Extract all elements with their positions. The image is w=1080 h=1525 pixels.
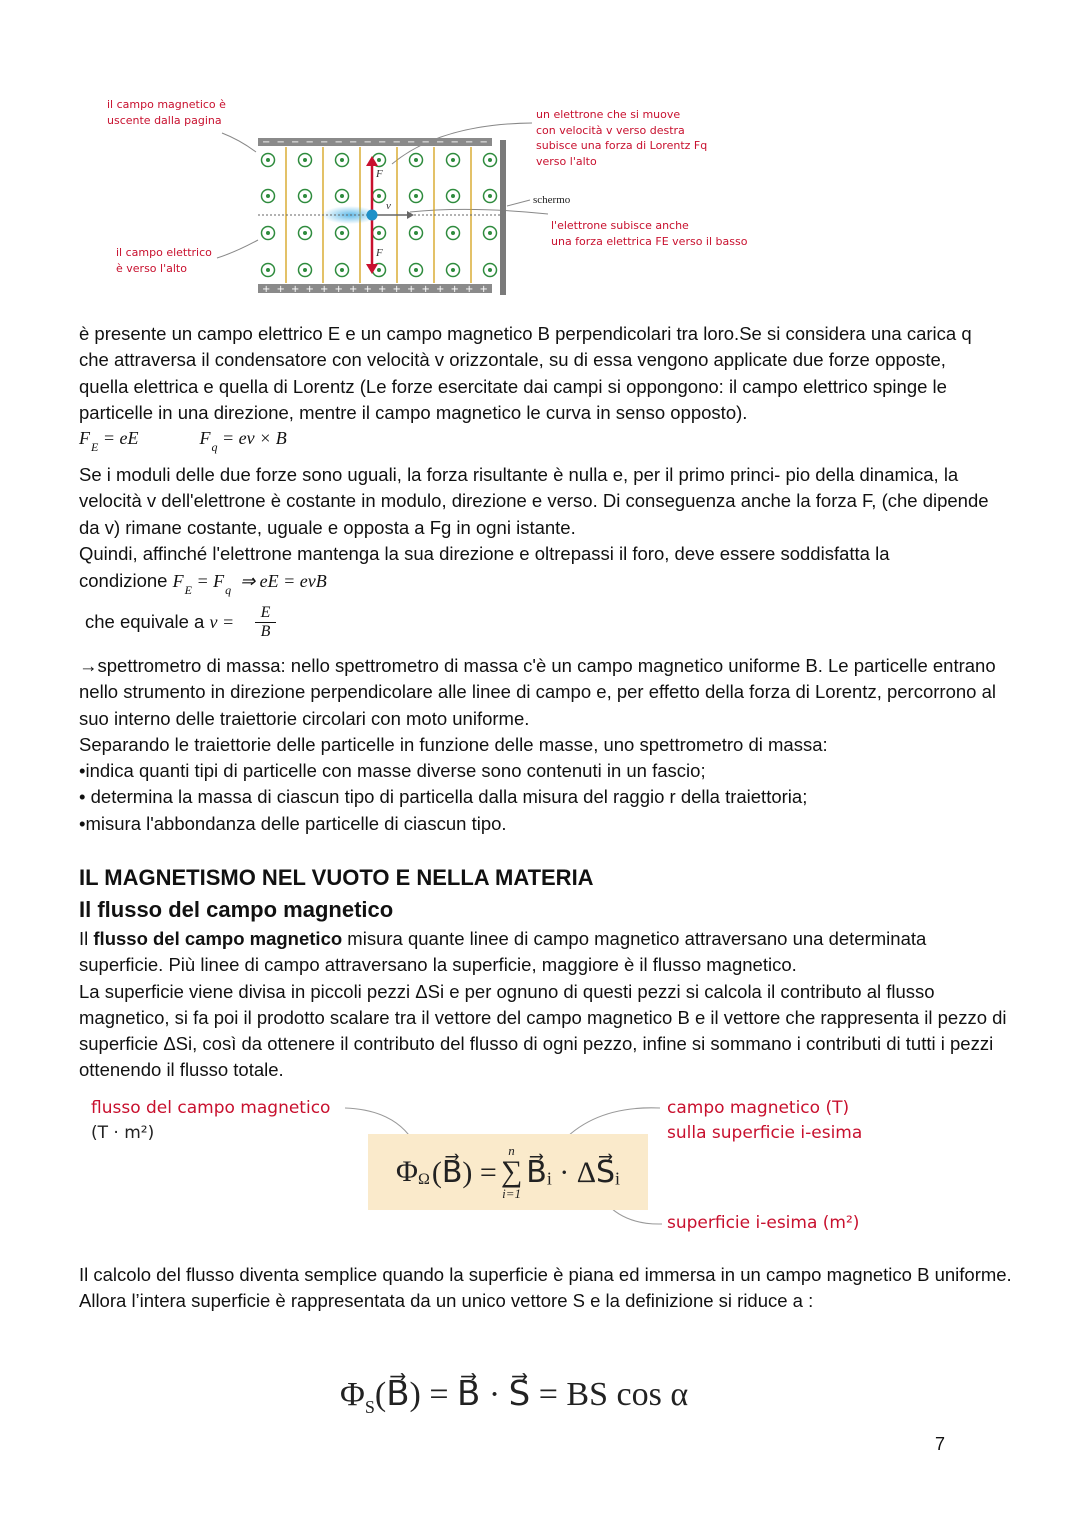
positive-charge-sign: + bbox=[363, 284, 372, 295]
positive-charge-sign: + bbox=[436, 284, 445, 295]
electron bbox=[367, 210, 378, 221]
field-dot bbox=[303, 194, 307, 198]
negative-charge-sign: − bbox=[291, 137, 300, 148]
field-dot bbox=[303, 158, 307, 162]
paragraph-flat-surface: Il calcolo del flusso diventa semplice quando la superficie è piana ed immersa in un campo magnetico B uniforme. Allora l’intera superficie è rappresentata da un unico vettore S e la definizione si riduce a : bbox=[79, 1264, 1012, 1312]
negative-charge-sign: − bbox=[436, 137, 445, 148]
annotation-lorentz-force: un elettrone che si muove con velocità v verso destra subisce una forza di Lorentz Fq verso l'alto bbox=[536, 108, 708, 168]
negative-charge-sign: − bbox=[465, 137, 474, 148]
positive-charge-sign: + bbox=[291, 284, 300, 295]
annotation-magnetic-field: il campo magnetico è uscente dalla pagina bbox=[107, 98, 226, 127]
section-title: IL MAGNETISMO NEL VUOTO E NELLA MATERIA bbox=[79, 865, 594, 890]
field-dot bbox=[266, 194, 270, 198]
positive-charge-sign: + bbox=[465, 284, 474, 295]
annotation-screen: schermo bbox=[533, 194, 571, 206]
positive-charge-sign: + bbox=[479, 284, 488, 295]
negative-charge-sign: − bbox=[320, 137, 329, 148]
field-dot bbox=[340, 268, 344, 272]
field-dot bbox=[377, 158, 381, 162]
fraction: $\frac{E}{B}$ bbox=[255, 604, 277, 641]
leader-electric bbox=[217, 240, 258, 258]
annotation-electric-field: il campo elettrico è verso l'alto bbox=[116, 246, 212, 275]
field-dot bbox=[488, 268, 492, 272]
negative-charge-sign: − bbox=[276, 137, 285, 148]
negative-charge-sign: − bbox=[392, 137, 401, 148]
label-field: campo magnetico (T) sulla superficie i-esima bbox=[667, 1098, 863, 1143]
leader-magnetic bbox=[222, 133, 256, 152]
label-flux: flusso del campo magnetico (T · m²) bbox=[91, 1098, 331, 1143]
field-dot bbox=[488, 158, 492, 162]
condition-line: condizione $F_E = F_q$ ⇒ eE = evB bbox=[79, 570, 327, 597]
field-dot bbox=[414, 194, 418, 198]
positive-charge-sign: + bbox=[334, 284, 343, 295]
negative-charge-sign: − bbox=[305, 137, 314, 148]
field-dot bbox=[488, 231, 492, 235]
field-dot bbox=[266, 268, 270, 272]
field-dot bbox=[414, 231, 418, 235]
screen bbox=[500, 140, 506, 295]
negative-charge-sign: − bbox=[479, 137, 488, 148]
annotation-electric-force: l'elettrone subisce anche una forza elettrica FE verso il basso bbox=[551, 219, 748, 248]
field-dot bbox=[266, 231, 270, 235]
field-dot bbox=[451, 194, 455, 198]
negative-charge-sign: − bbox=[262, 137, 271, 148]
field-dot bbox=[451, 268, 455, 272]
summation: n ∑ i=1 bbox=[500, 1143, 523, 1201]
final-formula: $\Phi_S(B⃗)$ = B⃗ · S⃗ = BS cos α bbox=[340, 1376, 689, 1417]
positive-charge-sign: + bbox=[450, 284, 459, 295]
field-dot bbox=[340, 194, 344, 198]
negative-charge-sign: − bbox=[421, 137, 430, 148]
field-dot bbox=[377, 194, 381, 198]
positive-charge-sign: + bbox=[421, 284, 430, 295]
negative-charge-sign: − bbox=[378, 137, 387, 148]
formula-forces: $F_E$ = eE $F_q$ = ev × B bbox=[79, 428, 287, 454]
paragraph-spectrometer: →spettrometro di massa: nello spettrometro di massa c'è un campo magnetico uniforme B. Le particelle entrano nello strumento in direzione perpendicolare alle linee di campo e, per effetto della forza di Lorentz, percorrono al suo interno delle traiettorie circolari con moto uniforme. Separando le traiettorie delle particelle in funzione delle masse, uno spettrometro di massa: •indica quanti tipi di particelle con masse diverse sono contenuti in un fascio; • determina la massa di ciascun tipo di particella dalla misura del raggio r della traiettoria; •misura l'abbondanza delle particelle di ciascun tipo. bbox=[79, 653, 1009, 837]
negative-charge-sign: − bbox=[363, 137, 372, 148]
bullet-item: •misura l'abbondanza delle particelle di ciascun tipo. bbox=[79, 812, 507, 834]
positive-charge-sign: + bbox=[276, 284, 285, 295]
field-dot bbox=[266, 158, 270, 162]
positive-charge-sign: + bbox=[378, 284, 387, 295]
field-dot bbox=[303, 231, 307, 235]
label-surface: superficie i-esima (m²) bbox=[667, 1213, 860, 1233]
equivalent-line: che equivale a v = $\frac{E}{B}$ bbox=[85, 604, 276, 641]
page-number: 7 bbox=[935, 1434, 946, 1454]
field-dot bbox=[377, 231, 381, 235]
paragraph-fields: è presente un campo elettrico E e un campo magnetico B perpendicolari tra loro.Se si considera una carica q che attraversa il condensatore con velocità v orizzontale, su di essa vengono applicate due forze opposte, quella elettrica e quella di Lorentz (Le forze esercitate dai campi si oppongono: il campo elettrico spinge le particelle in una direzione, mentre il campo magnetico le curva in senso opposto). bbox=[79, 323, 972, 423]
bullet-item: • determina la massa di ciascun tipo di particella dalla misura del raggio r della traiettoria; bbox=[79, 786, 808, 808]
field-dot bbox=[414, 268, 418, 272]
field-dot bbox=[303, 268, 307, 272]
field-dot bbox=[377, 268, 381, 272]
field-dot bbox=[488, 194, 492, 198]
field-dot bbox=[340, 158, 344, 162]
paragraph-flux: Il flusso del campo magnetico misura quante linee di campo magnetico attraversano una determinata superficie. Più linee di campo attraversano la superficie, maggiore è il flusso magnetico. La superficie viene divisa in piccoli pezzi ΔSi e per ognuno di questi pezzi si calcola il contributo al flusso magnetico, si fa poi il prodotto scalare tra il vettore del campo magnetico B e il vettore che rappresenta il pezzo di superficie ΔSi, così da ottenere il contributo del flusso di ogni pezzo, infine si sommano i contributi di tutti i pezzi ottenendo il flusso totale. bbox=[79, 928, 1007, 1081]
field-dot bbox=[451, 231, 455, 235]
bullet-item: •indica quanti tipi di particelle con masse diverse sono contenuti in un fascio; bbox=[79, 760, 706, 782]
paragraph-equilibrium: Se i moduli delle due forze sono uguali, la forza risultante è nulla e, per il primo princi- pio della dinamica, la velocità v dell'elettrone è costante in modulo, direzione e verso. Di conseguenza anche la forza F, (che dipende da v) rimane costante, uguale e opposta a Fg in ogni istante. Quindi, affinché l'elettrone mantenga la sua direzione e oltrepassi il foro, deve essere soddisfatta la bbox=[79, 464, 989, 564]
fe-label: F bbox=[376, 247, 383, 259]
negative-charge-sign: − bbox=[349, 137, 358, 148]
leader-electric-force bbox=[410, 209, 548, 214]
negative-charge-sign: − bbox=[450, 137, 459, 148]
leader-screen bbox=[507, 200, 530, 206]
positive-charge-sign: + bbox=[305, 284, 314, 295]
fq-label: F bbox=[376, 168, 383, 180]
positive-charge-sign: + bbox=[262, 284, 271, 295]
capacitor-diagram bbox=[0, 0, 1080, 300]
subsection-title: Il flusso del campo magnetico bbox=[79, 897, 394, 922]
field-dot bbox=[451, 158, 455, 162]
positive-charge-sign: + bbox=[392, 284, 401, 295]
positive-charge-sign: + bbox=[349, 284, 358, 295]
field-dot bbox=[414, 158, 418, 162]
v-label: v bbox=[386, 200, 391, 212]
negative-charge-sign: − bbox=[334, 137, 343, 148]
field-dot bbox=[340, 231, 344, 235]
flux-formula: Φ Ω (B⃗) = n ∑ i=1 B⃗ᵢ · ΔS⃗ᵢ bbox=[368, 1134, 648, 1210]
negative-charge-sign: − bbox=[407, 137, 416, 148]
positive-charge-sign: + bbox=[320, 284, 329, 295]
positive-charge-sign: + bbox=[407, 284, 416, 295]
